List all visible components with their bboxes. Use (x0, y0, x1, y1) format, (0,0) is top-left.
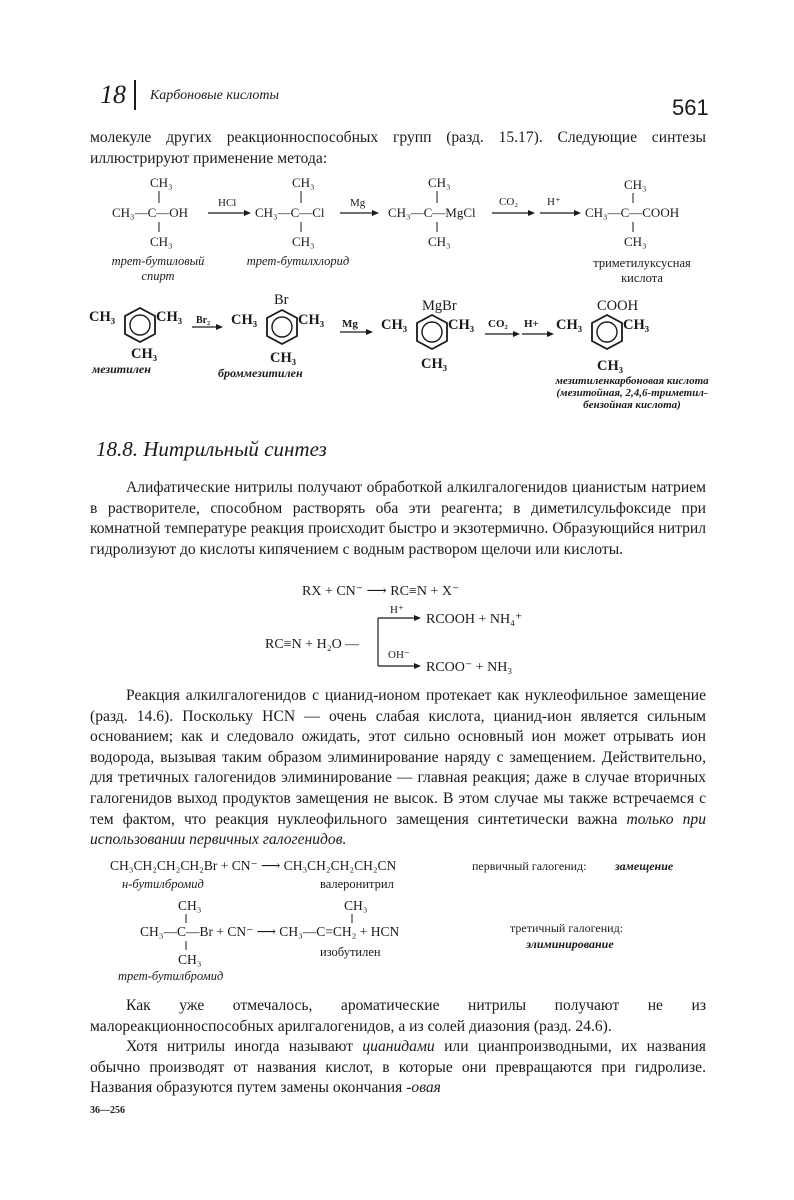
methyl-bottom-1: CH₃ (150, 234, 173, 249)
ring2-methyl-left: CH₃ (231, 312, 258, 328)
ring4-methyl-left: CH₃ (556, 317, 583, 333)
methyl-top-4: CH₃ (624, 177, 647, 192)
reagent-mg-2: Mg (342, 318, 358, 330)
caption-trimethylacetic-acid: триметилуксусная кислота (593, 256, 691, 285)
formula-grignard: CH₃—C—MgCl (388, 205, 476, 220)
mechanism-emphasis: только при использовании первичных галогенидов. (90, 810, 706, 849)
printer-signature: 36—256 (90, 1105, 125, 1116)
methyl-top-3: CH₃ (428, 175, 451, 190)
ring3-methyl-left: CH₃ (381, 317, 408, 333)
reagent-co2: CO₂ (499, 196, 519, 208)
methyl-top-tert: CH₃ (178, 898, 202, 913)
intro-paragraph: молекуле других реакционноспособных групп (разд. 15.17). Следующие синтезы иллюстрируют применение метода: (90, 129, 706, 167)
equation-nitrile-water: RC≡N + H₂O — (265, 637, 360, 652)
catalyst-acid: H⁺ (390, 604, 404, 616)
caption-tert-butanol: трет-бутиловый спирт (111, 254, 205, 283)
equation-substitution: RX + CN⁻ ⟶ RC≡N + X⁻ (302, 584, 460, 599)
caption-mesitylene: мезитилен (92, 362, 151, 376)
ring1-methyl-left: CH₃ (89, 309, 116, 325)
page-number: 561 (672, 95, 709, 120)
chapter-title: Карбоновые кислоты (150, 88, 280, 103)
caption-n-butyl-bromide: н-бутилбромид (122, 877, 204, 891)
note-tertiary: третичный галогенид: (510, 921, 624, 935)
methyl-bottom-tert: CH₃ (178, 952, 202, 967)
nitriles-paragraph: Алифатические нитрилы получают обработкой алкилгалогенидов цианистым натрием в растворителе, способном растворять оба эти реагента; в диметилсульфоксиде при комнатной температуре реакция происходит быстро и экзотермично. Образующийся нитрил гидролизуют до кислоты кипячением с водным раствором щелочи или кислоты. (90, 479, 706, 558)
methyl-bottom-3: CH₃ (428, 234, 451, 249)
ring1-methyl-bottom: CH₃ (131, 346, 158, 362)
reagent-hcl: HCl (218, 197, 237, 209)
reagent-co2-2: CO₂ (488, 318, 508, 330)
products-acidic: RCOOH + NH₄⁺ (426, 612, 523, 627)
caption-valeronitrile: валеронитрил (320, 877, 394, 891)
ring3-magnesium-bromide: MgBr (422, 298, 457, 314)
chapter-number: 18 (100, 80, 126, 109)
reagent-br2: Br₂ (196, 315, 211, 326)
reagent-mg: Mg (350, 197, 366, 209)
note-elimination: элиминирование (526, 937, 614, 951)
equation-primary: CH₃CH₂CH₂CH₂Br + CN⁻ ⟶ CH₃CH₂CH₂CH₂CN (110, 858, 397, 873)
caption-isobutylene: изобутилен (320, 945, 381, 959)
caption-mesitoic-acid: мезитиленкарбоновая кислота (мезитойная, 2,4,6-триметил-бензойная кислота) (555, 375, 709, 411)
formula-trimethylacetic-acid: CH₃—C—COOH (585, 205, 680, 220)
reagent-h-plus-2: H+ (524, 318, 539, 330)
methyl-top-1: CH₃ (150, 175, 173, 190)
names-paragraph: Хотя нитрилы иногда называют цианидами или цианпроизводными, их названия обычно производят от названия кислот, в которые они превращаются при гидролизе. Названия образуются путем замены окончания -овая (90, 1038, 706, 1097)
formula-tert-butanol: CH₃—C—OH (112, 205, 189, 220)
caption-tert-butyl-bromide: трет-бутилбромид (118, 969, 224, 983)
caption-bromomesitylene: броммезитилен (218, 366, 303, 380)
ring2-methyl-right: CH₃ (298, 312, 325, 328)
scheme-substitution-elimination (0, 850, 794, 990)
methyl-bottom-4: CH₃ (624, 234, 647, 249)
ring3-methyl-bottom: CH₃ (421, 356, 448, 372)
note-primary: первичный галогенид: (472, 859, 587, 873)
ring4-methyl-bottom: CH₃ (597, 358, 624, 374)
methyl-bottom-2: CH₃ (292, 234, 315, 249)
aromatic-paragraph: Как уже отмечалось, ароматические нитрилы получают не из малореакционноспособных арилгалогенидов, а из солей диазония (разд. 24.6). (90, 997, 706, 1035)
ring2-bromine: Br (274, 292, 289, 308)
formula-tert-butyl-chloride: CH₃—C—Cl (255, 205, 325, 220)
caption-tert-butyl-chloride: трет-бутилхлорид (246, 254, 350, 268)
ring4-carboxyl: COOH (597, 298, 639, 314)
ring1-methyl-right: CH₃ (156, 309, 183, 325)
header-divider (134, 80, 136, 110)
mechanism-paragraph: Реакция алкилгалогенидов с цианид-ионом протекает как нуклеофильное замещение (разд. 14.6). Поскольку HCN — очень слабая кислота, цианид-ион является сильным основанием; как и следовало ожидать, этот сильно основный ион может отрывать ион водорода, вызывая таким образом элиминирование наряду с замещением. Действительно, для третичных галогенидов элиминирование — главная реакция; даже в случае вторичных галогенидов выход продуктов замещения не высок. В этом случае мы также встречаемся с тем фактом, что реакция нуклеофильного замещения синтетически важна только при использовании первичных галогенидов. (90, 687, 706, 849)
section-title: 18.8. Нитрильный синтез (96, 437, 327, 461)
note-substitution: замещение (615, 859, 674, 873)
ring4-methyl-right: CH₃ (623, 317, 650, 333)
equation-tertiary: CH₃—C—Br + CN⁻ ⟶ CH₃—C=CH₂ + HCN (140, 924, 400, 939)
ring2-methyl-bottom: CH₃ (270, 350, 297, 366)
methyl-top-2: CH₃ (292, 175, 315, 190)
ring3-methyl-right: CH₃ (448, 317, 475, 333)
products-basic: RCOO⁻ + NH₃ (426, 660, 513, 675)
catalyst-base: OH⁻ (388, 649, 410, 661)
hydrolysis-equations (0, 578, 794, 678)
methyl-top-isobutylene: CH₃ (344, 898, 368, 913)
reagent-h-plus: H⁺ (547, 196, 561, 208)
